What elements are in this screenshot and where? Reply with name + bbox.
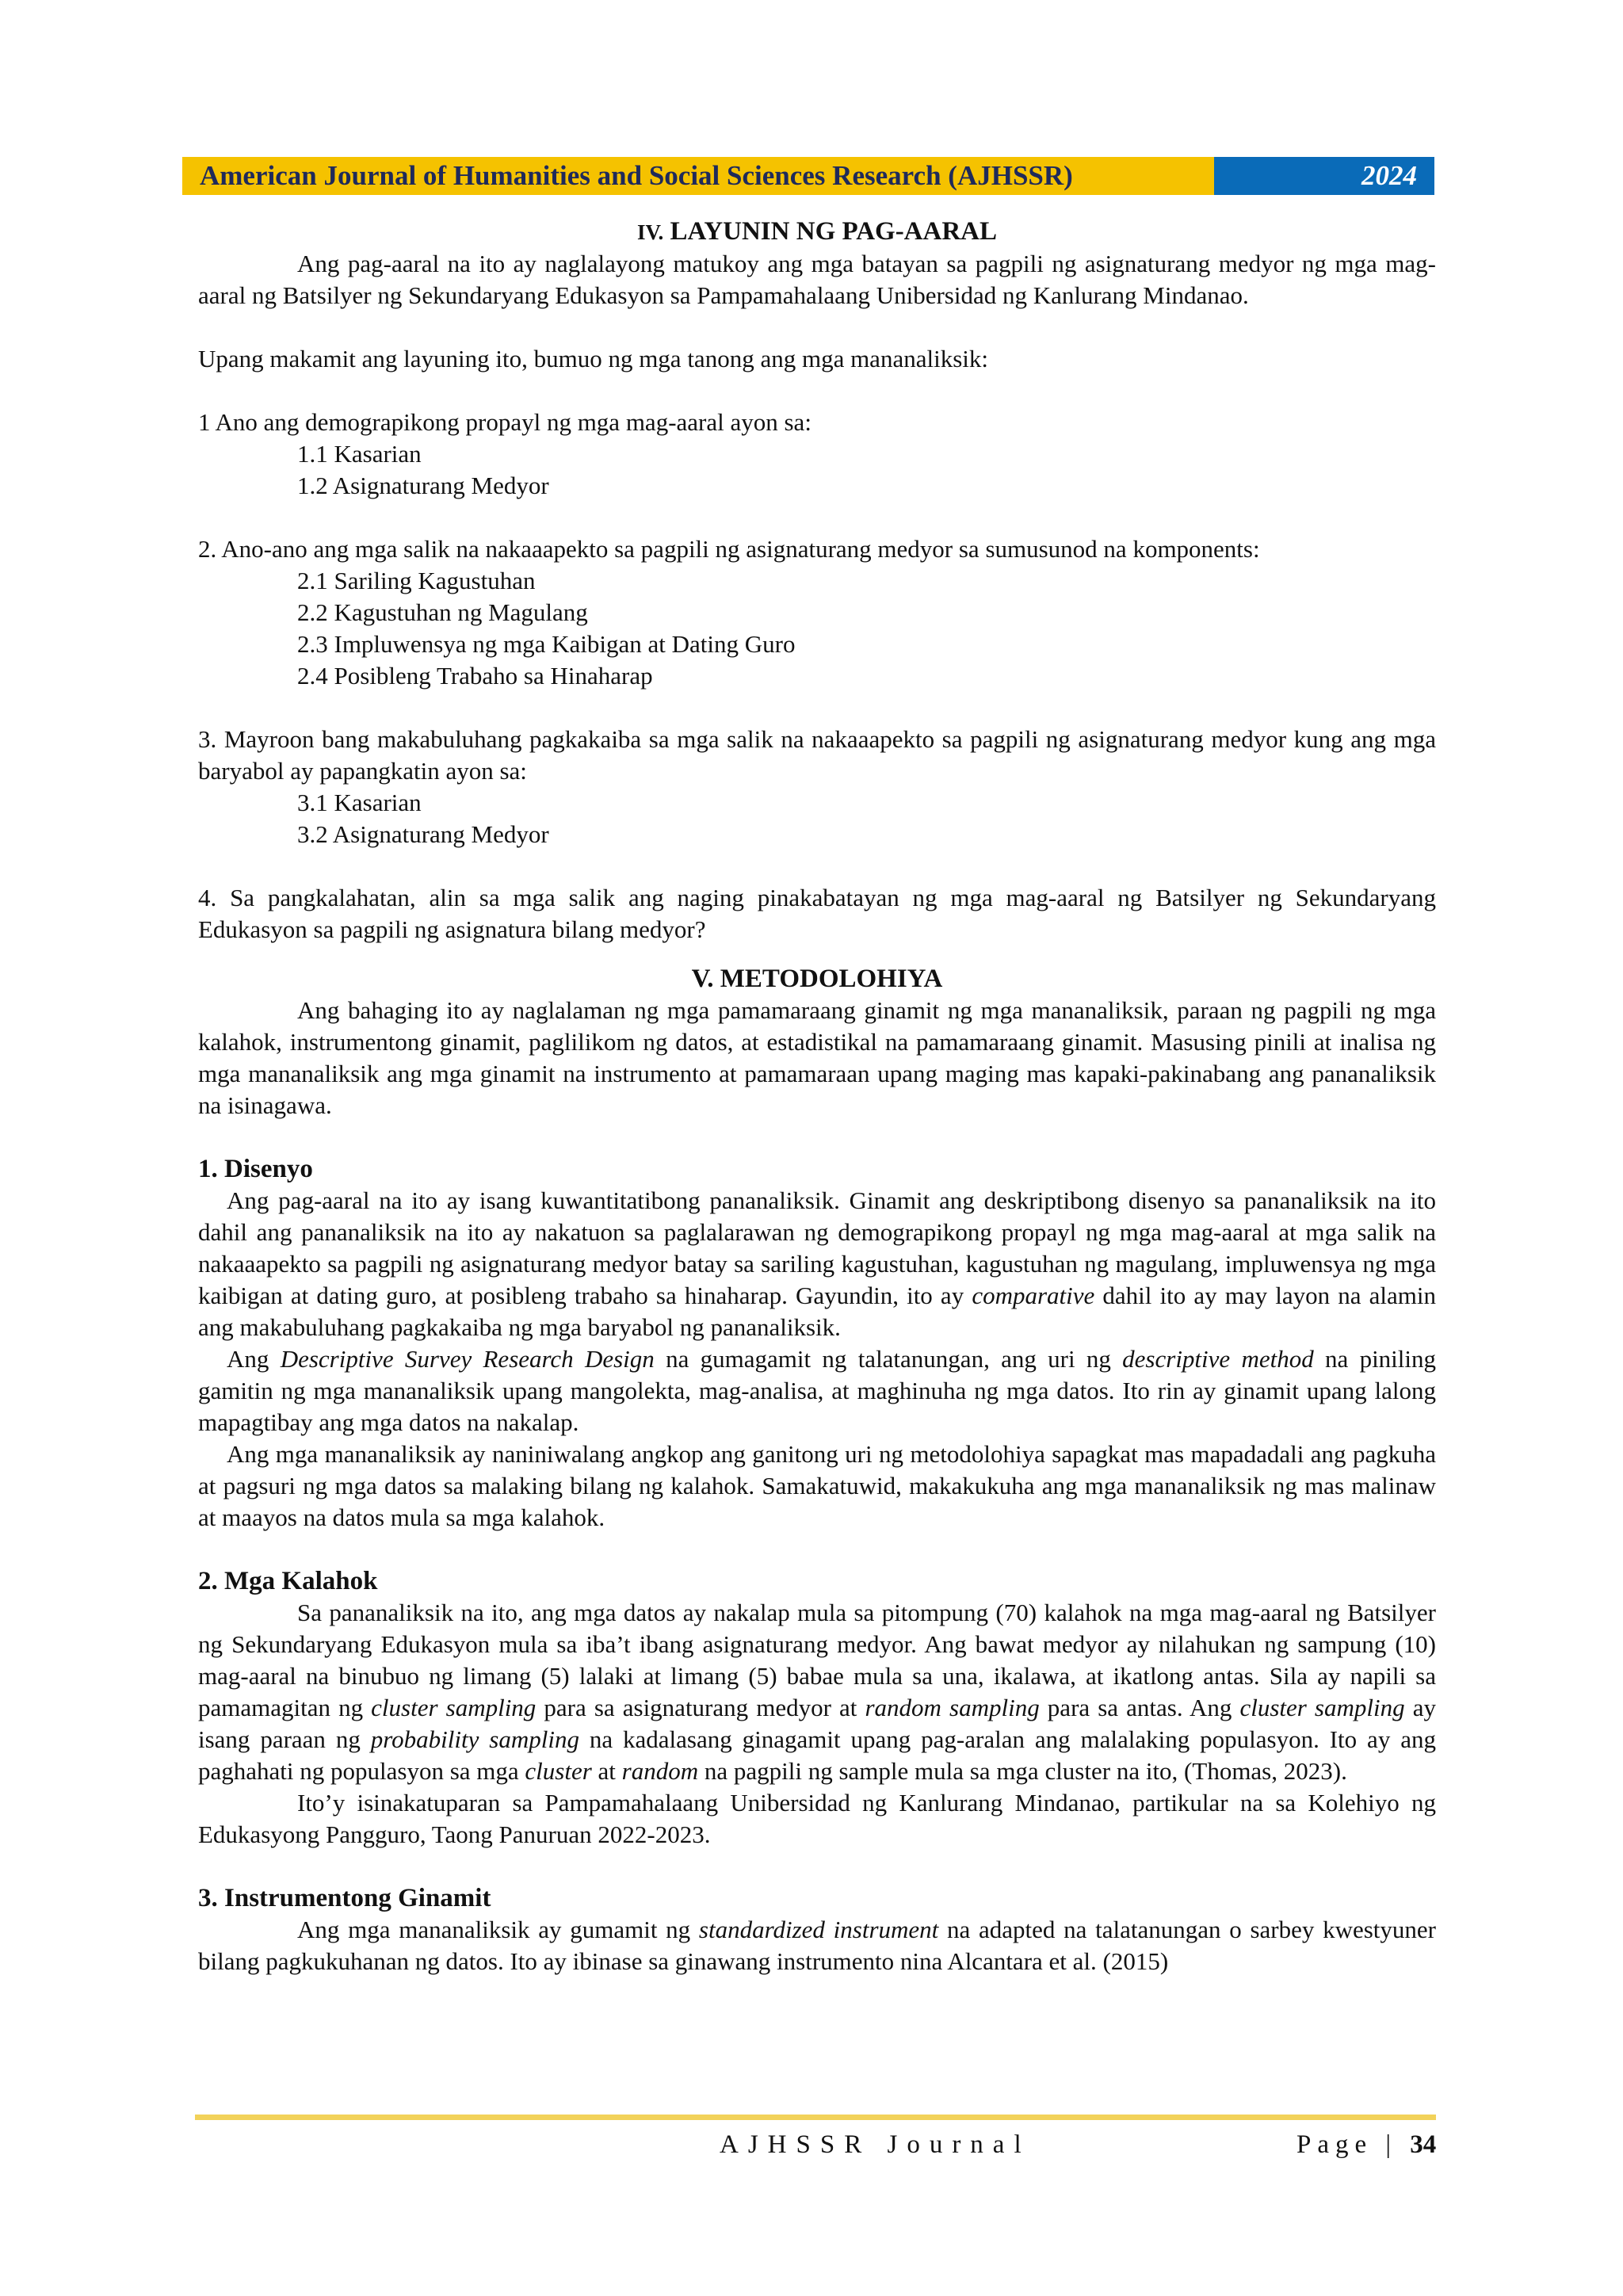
- subheading-kalahok: 2. Mga Kalahok: [198, 1567, 378, 1595]
- paragraph: Ang mga mananaliksik ay naniniwalang angkop ang ganitong uri ng metodolohiya sapagkat mas mapadadali ang pagkuha at pagsuri ng mga datos sa malaking bilang ng kalahok. Samakatuwid, makakukuha ang mga mananaliksik ng mas malinaw at maayos na datos mula sa mga kalahok.: [198, 1440, 1436, 1531]
- section-heading-metodolohiya: V. METODOLOHIYA: [691, 965, 943, 993]
- section-title-text: LAYUNIN NG PAG-AARAL: [670, 217, 998, 246]
- paragraph: Upang makamit ang layuning ito, bumuo ng mga tanong ang mga mananaliksik:: [198, 345, 988, 372]
- paragraph: Ang bahaging ito ay naglalaman ng mga pamamaraang ginamit ng mga mananaliksik, paraan ng pagpili ng mga kalahok, instrumentong ginamit, paglilikom ng datos, at estadistikal na pamamaraang ginamit. Masusing pinili at inalisa ng mga mananaliksik ang mga ginamit na instrumento at pamamaraan upang maging mas kapaki-pakinabang ang pananaliksik na isinagawa.: [198, 996, 1436, 1119]
- paragraph: Ang pag-aaral na ito ay naglalayong matukoy ang mga batayan sa pagpili ng asignaturang medyor ng mga mag-aaral ng Batsilyer ng Sekundaryang Edukasyon sa Pampamahalaang Unibersidad ng Kanlurang Mindanao.: [198, 250, 1436, 309]
- list-item: 3.1 Kasarian: [297, 789, 422, 816]
- question-item: 1 Ano ang demograpikong propayl ng mga mag-aaral ayon sa:: [198, 408, 812, 436]
- question-item: 2. Ano-ano ang mga salik na nakaaapekto sa pagpili ng asignaturang medyor sa sumusunod na komponents:: [198, 535, 1260, 563]
- list-item: 2.4 Posibleng Trabaho sa Hinaharap: [297, 662, 653, 690]
- list-item: 3.2 Asignaturang Medyor: [297, 820, 549, 848]
- section-heading-layunin: [198, 216, 1436, 248]
- paragraph: Ito’y isinakatuparan sa Pampamahalaang Unibersidad ng Kanlurang Mindanao, partikular na sa Kolehiyo ng Edukasyong Pangguro, Taong Panuruan 2022-2023.: [198, 1789, 1436, 1848]
- paragraph: Ang Descriptive Survey Research Design na gumagamit ng talatanungan, ang uri ng descriptive method na piniling gamitin ng mga mananaliksik upang mangolekta, mag-analisa, at maghinuha ng mga datos. Ito rin ay ginamit upang lalong mapagtibay ang mga datos na nakalap.: [198, 1345, 1437, 1436]
- question-item: 3. Mayroon bang makabuluhang pagkakaiba sa mga salik na nakaaapekto sa pagpili ng asignaturang medyor kung ang mga baryabol ay papangkatin ayon sa:: [198, 725, 1436, 785]
- journal-header: [182, 157, 1434, 195]
- page-content: [198, 216, 1436, 1977]
- list-item: 2.3 Impluwensya ng mga Kaibigan at Dating Guro: [297, 630, 796, 658]
- page-number: 34: [1410, 2130, 1437, 2159]
- footer-journal: AJHSSR Journal: [720, 2130, 1031, 2159]
- footer-divider: [195, 2115, 1436, 2120]
- question-item: 4. Sa pangkalahatan, alin sa mga salik ang naging pinakabatayan ng mga mag-aaral ng Batsilyer ng Sekundaryang Edukasyon sa pagpili ng asignatura bilang medyor?: [198, 884, 1436, 943]
- subheading-disenyo: 1. Disenyo: [198, 1155, 313, 1183]
- list-item: 1.1 Kasarian: [297, 440, 422, 468]
- section-numeral: IV.: [636, 220, 664, 244]
- subheading-instrumento: 3. Instrumentong Ginamit: [198, 1884, 491, 1912]
- list-item: 1.2 Asignaturang Medyor: [297, 472, 549, 499]
- paragraph: Ang pag-aaral na ito ay isang kuwantitatibong pananaliksik. Ginamit ang deskriptibong disenyo sa pananaliksik na ito dahil ang pananaliksik na ito ay nakatuon sa paglalarawan ng demograpikong propayl ng mga mag-aaral at mga salik na nakaaapekto sa pagpili ng asignaturang medyor batay sa sariling kagustuhan, kagustuhan ng magulang, impluwensya ng mga kaibigan at dating guro, at posibleng trabaho sa hinaharap. Gayundin, ito ay comparative dahil ito ay may layon na alamin ang makabuluhang pagkakaiba ng mga baryabol ng pananaliksik.: [198, 1186, 1436, 1341]
- journal-year: 2024: [1214, 157, 1434, 195]
- footer-page: [1296, 2130, 1436, 2160]
- page-label: Page |: [1296, 2130, 1398, 2159]
- paragraph: Sa pananaliksik na ito, ang mga datos ay nakalap mula sa pitompung (70) kalahok na mga mag-aaral ng Batsilyer ng Sekundaryang Edukasyon mula sa iba’t ibang asignaturang medyor. Ang bawat medyor ay nilahukan ng sampung (10) mag-aaral na binubuo ng limang (5) lalaki at limang (5) babae mula sa una, ikalawa, at ikatlong antas. Sila ay napili sa pamamagitan ng cluster sampling para sa asignaturang medyor at random sampling para sa antas. Ang cluster sampling ay isang paraan ng probability sampling na kadalasang ginagamit upang pag-aralan ang malalaking populasyon. Ito ay ang paghahati ng populasyon sa mga cluster at random na pagpili ng sample mula sa mga cluster na ito, (Thomas, 2023).: [198, 1599, 1436, 1785]
- paragraph: Ang mga mananaliksik ay gumamit ng standardized instrument na adapted na talatanungan o sarbey kwestyuner bilang pagkukuhanan ng datos. Ito ay ibinase sa ginawang instrumento nina Alcantara et al. (2015): [198, 1916, 1436, 1975]
- list-item: 2.1 Sariling Kagustuhan: [297, 567, 536, 594]
- list-item: 2.2 Kagustuhan ng Magulang: [297, 598, 588, 626]
- journal-title: American Journal of Humanities and Social Sciences Research (AJHSSR): [182, 157, 1214, 195]
